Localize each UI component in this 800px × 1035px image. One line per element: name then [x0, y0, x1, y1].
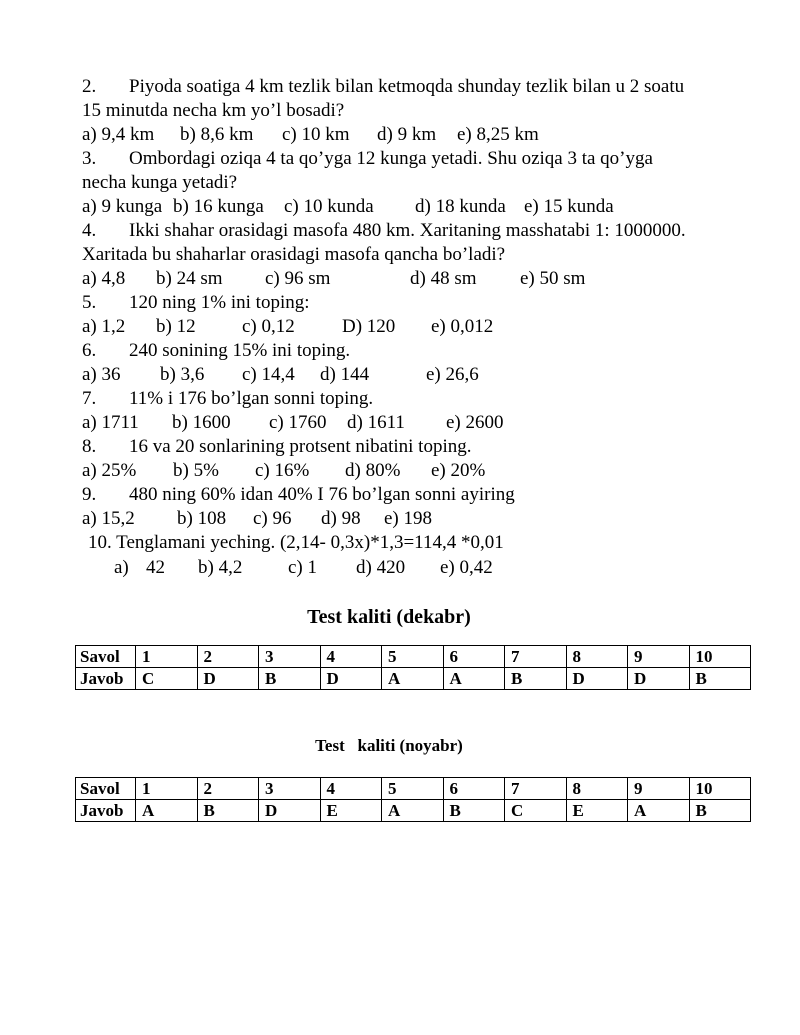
- question-text: 16 va 20 sonlarining protsent nibatini toping.: [129, 436, 472, 457]
- option-b: b) 3,6: [160, 364, 205, 385]
- question-text: 480 ning 60% idan 40% I 76 bo’lgan sonni ayiring: [129, 484, 515, 505]
- table-cell: A: [136, 800, 198, 822]
- option-a: a) 25%: [82, 460, 137, 481]
- option-b: b) 24 sm: [156, 268, 223, 289]
- option-a-letter: a): [114, 557, 129, 578]
- option-c: c) 14,4: [242, 364, 295, 385]
- option-c: c) 96: [253, 508, 292, 529]
- option-a: a) 1711: [82, 412, 139, 433]
- question-number: 4.: [82, 220, 97, 241]
- option-e: e) 20%: [431, 460, 486, 481]
- option-d: d) 80%: [345, 460, 401, 481]
- question-3-line-2: necha kunga yetadi?: [82, 172, 238, 193]
- question-text: 240 sonining 15% ini toping.: [129, 340, 351, 361]
- table-cell: 10: [689, 646, 751, 668]
- table-cell: 7: [505, 646, 567, 668]
- table-cell: A: [382, 668, 444, 690]
- option-c: c) 0,12: [242, 316, 295, 337]
- table-cell: B: [689, 800, 751, 822]
- table-cell: 1: [136, 778, 198, 800]
- table-row: [76, 778, 751, 800]
- option-b: b) 12: [156, 316, 196, 337]
- option-e: e) 26,6: [426, 364, 479, 385]
- option-b: b) 8,6 km: [180, 124, 254, 145]
- table-cell: A: [628, 800, 690, 822]
- key-dekabr-table: [75, 645, 751, 690]
- table-cell: 1: [136, 646, 198, 668]
- option-d: d) 1611: [347, 412, 405, 433]
- question-6-line-1: [82, 339, 350, 363]
- table-cell: 6: [443, 778, 505, 800]
- question-4-line-2: Xaritada bu shaharlar orasidagi masofa qancha bo’ladi?: [82, 244, 506, 265]
- table-cell: 4: [320, 778, 382, 800]
- table-cell: 9: [628, 646, 690, 668]
- table-cell: D: [566, 668, 628, 690]
- question-8-options: [82, 459, 485, 483]
- question-7-options: [82, 411, 504, 435]
- key-dekabr-title: Test kaliti (dekabr): [307, 606, 471, 628]
- row-label: Javob: [76, 800, 136, 822]
- table-cell: 3: [259, 646, 321, 668]
- option-b: b) 4,2: [198, 557, 243, 578]
- question-number: 3.: [82, 148, 97, 169]
- option-d: d) 18 kunda: [415, 196, 506, 217]
- table-cell: 7: [505, 778, 567, 800]
- question-number: 7.: [82, 388, 97, 409]
- question-number: 8.: [82, 436, 97, 457]
- option-d: d) 420: [356, 557, 406, 578]
- question-number: 5.: [82, 292, 97, 313]
- table-cell: 3: [259, 778, 321, 800]
- table-row: [76, 800, 751, 822]
- table-cell: B: [443, 800, 505, 822]
- table-row: [76, 646, 751, 668]
- option-b: b) 16 kunga: [173, 196, 264, 217]
- table-cell: C: [505, 800, 567, 822]
- option-b: b) 5%: [173, 460, 219, 481]
- question-2-line-1: [82, 75, 684, 99]
- table-cell: A: [443, 668, 505, 690]
- table-cell: E: [320, 800, 382, 822]
- question-9-line-1: [82, 483, 515, 507]
- option-c: c) 10 km: [282, 124, 350, 145]
- option-a: a) 9,4 km: [82, 124, 155, 145]
- option-a: a) 9 kunga: [82, 196, 163, 217]
- question-4-options: [82, 267, 585, 291]
- question-number: 6.: [82, 340, 97, 361]
- option-e: e) 50 sm: [520, 268, 586, 289]
- table-cell: D: [197, 668, 259, 690]
- table-cell: 6: [443, 646, 505, 668]
- option-e: e) 0,012: [431, 316, 494, 337]
- question-2-options: [82, 123, 539, 147]
- option-d: d) 98: [321, 508, 361, 529]
- table-row: [76, 668, 751, 690]
- option-c: c) 16%: [255, 460, 310, 481]
- option-e: e) 0,42: [440, 557, 493, 578]
- table-cell: 9: [628, 778, 690, 800]
- option-d: d) 48 sm: [410, 268, 477, 289]
- option-e: e) 15 kunda: [524, 196, 614, 217]
- option-c: c) 1: [288, 557, 318, 578]
- option-e: e) 2600: [446, 412, 504, 433]
- question-text: 120 ning 1% ini toping:: [129, 292, 310, 313]
- question-2-line-2: 15 minutda necha km yo’l bosadi?: [82, 100, 345, 121]
- table-cell: A: [382, 800, 444, 822]
- option-a: a) 1,2: [82, 316, 126, 337]
- option-a: a) 4,8: [82, 268, 126, 289]
- table-cell: 5: [382, 778, 444, 800]
- option-c: c) 96 sm: [265, 268, 331, 289]
- question-number: 10.: [88, 532, 112, 553]
- question-5-line-1: [82, 291, 310, 315]
- question-3-options: [82, 195, 614, 219]
- table-cell: D: [320, 668, 382, 690]
- question-9-options: [82, 507, 432, 531]
- option-e: e) 8,25 km: [457, 124, 539, 145]
- option-d: d) 144: [320, 364, 370, 385]
- table-cell: B: [197, 800, 259, 822]
- question-4-line-1: [82, 219, 686, 243]
- table-cell: 8: [566, 646, 628, 668]
- question-3-line-1: [82, 147, 653, 171]
- table-cell: 2: [197, 646, 259, 668]
- option-c: c) 10 kunda: [284, 196, 374, 217]
- table-cell: B: [259, 668, 321, 690]
- question-number: 9.: [82, 484, 97, 505]
- option-d: D) 120: [342, 316, 396, 337]
- question-text: Piyoda soatiga 4 km tezlik bilan ketmoqda shunday tezlik bilan u 2 soatu: [129, 76, 685, 97]
- row-label: Savol: [76, 778, 136, 800]
- row-label: Javob: [76, 668, 136, 690]
- option-d: d) 9 km: [377, 124, 437, 145]
- option-e: e) 198: [384, 508, 433, 529]
- row-label: Savol: [76, 646, 136, 668]
- option-a: a) 15,2: [82, 508, 135, 529]
- option-b: b) 1600: [172, 412, 231, 433]
- question-number: 2.: [82, 76, 97, 97]
- table-cell: E: [566, 800, 628, 822]
- table-cell: B: [505, 668, 567, 690]
- table-cell: 10: [689, 778, 751, 800]
- question-10-line-1: [88, 531, 504, 555]
- option-c: c) 1760: [269, 412, 327, 433]
- key-noyabr-title: Test kaliti (noyabr): [315, 736, 463, 755]
- option-a-value: 42: [146, 557, 165, 578]
- table-cell: D: [259, 800, 321, 822]
- table-cell: 5: [382, 646, 444, 668]
- option-a: a) 36: [82, 364, 121, 385]
- question-7-line-1: [82, 387, 373, 411]
- key-noyabr-table: [75, 777, 751, 822]
- question-6-options: [82, 363, 479, 387]
- question-10-options: [114, 556, 493, 580]
- question-text: Ombordagi oziqa 4 ta qo’yga 12 kunga yetadi. Shu oziqa 3 ta qo’yga: [129, 148, 653, 169]
- question-8-line-1: [82, 435, 472, 459]
- question-text: 11% i 176 bo’lgan sonni toping.: [129, 388, 374, 409]
- table-cell: C: [136, 668, 198, 690]
- table-cell: 8: [566, 778, 628, 800]
- option-b: b) 108: [177, 508, 227, 529]
- question-text: Tenglamani yeching. (2,14- 0,3x)*1,3=114,4 *0,01: [116, 532, 504, 553]
- table-cell: 4: [320, 646, 382, 668]
- table-cell: 2: [197, 778, 259, 800]
- question-text: Ikki shahar orasidagi masofa 480 km. Xaritaning masshatabi 1: 1000000.: [129, 220, 686, 241]
- question-5-options: [82, 315, 493, 339]
- table-cell: D: [628, 668, 690, 690]
- table-cell: B: [689, 668, 751, 690]
